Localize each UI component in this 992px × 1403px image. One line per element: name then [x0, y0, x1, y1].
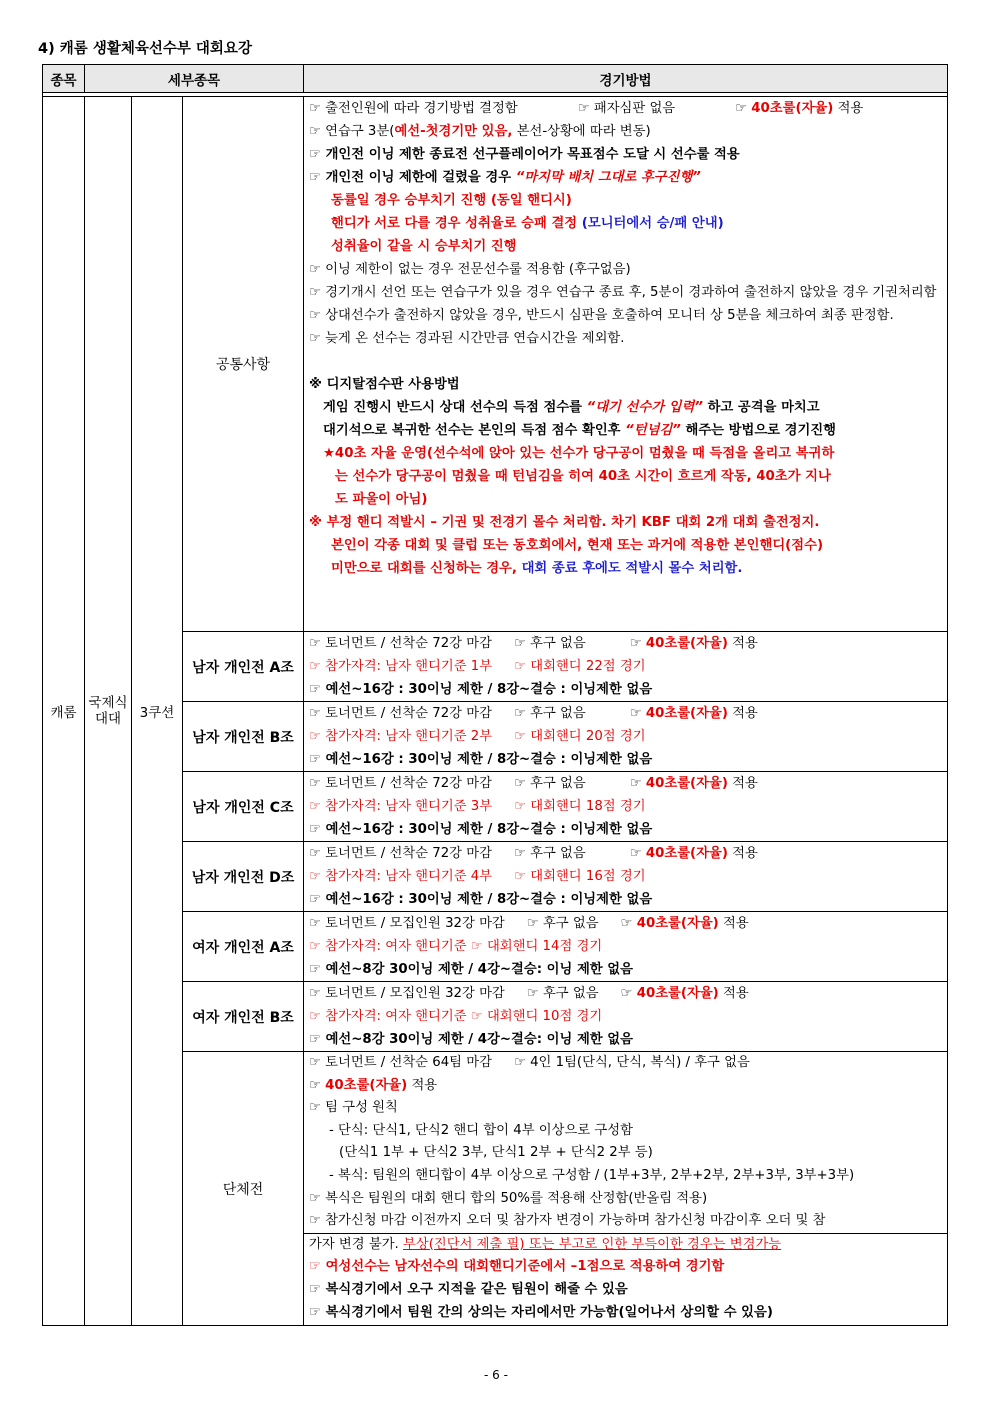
group-label: 남자 개인전 D조 — [183, 842, 304, 912]
division-cell — [85, 97, 132, 1326]
group-label: 남자 개인전 A조 — [183, 632, 304, 702]
pointing-hand-icon: ☞ — [309, 101, 321, 116]
pointing-hand-icon: ☞ — [629, 706, 642, 721]
pointing-hand-icon: ☞ — [309, 752, 321, 767]
pointing-hand-icon: ☞ — [309, 962, 321, 977]
pointing-hand-icon: ☞ — [309, 682, 321, 697]
pointing-hand-icon: ☞ — [309, 1213, 321, 1229]
pointing-hand-icon: ☞ — [309, 1032, 321, 1047]
pointing-hand-icon: ☞ — [309, 1304, 321, 1320]
pointing-hand-icon: ☞ — [309, 776, 321, 791]
division-label: 국제식 대대 — [88, 695, 128, 727]
category-cell: 캐롬 — [43, 97, 85, 1326]
pointing-hand-icon: ☞ — [309, 308, 321, 323]
common-row — [43, 97, 948, 632]
pointing-hand-icon: ☞ — [577, 101, 590, 116]
pointing-hand-icon: ☞ — [309, 1281, 321, 1297]
header-sub: 세부종목 — [85, 65, 304, 93]
pointing-hand-icon: ☞ — [629, 636, 642, 651]
group-label: 남자 개인전 B조 — [183, 702, 304, 772]
team-content: ☞ 토너먼트 / 선착순 64팀 마감 ☞ 4인 1팀(단식, 단식, 복식) / 후구 없음 ☞ 40초룰(자율) 적용 ☞ 팀 구성 원칙 - 단식: 단식1, 단식2 핸디 합이 4부 이상으로 구성함 (단식1 1부 + 단식2 3부, 단식1 2부 + 단식2 2부 등) - 복식: 팀원의 핸디합이 4부 이상으로 구성함 / (1부+3부, 2부+2부, 2부+3부, 3부+3부) ☞ 복식은 팀원의 대회 핸디 합의 50%를 적용해 산정함(반올림 적용) ☞ 참가신청 마감 이전까지 오더 및 참가자 변경이 가능하며 참가신청 마감이후 오더 및 참 가자 변경 불가. 부상(진단서 제출 필) 또는 부고로 인한 부득이한 경우는 변경가능 ☞ 여성선수는 남자선수의 대회핸디기준에서 –1점으로 적용하여 경기함 ☞ 복식경기에서 오구 지적을 같은 팀원이 해줄 수 있음 ☞ 복식경기에서 팀원 간의 상의는 자리에서만 가능함(일어나서 상의할 수 있음) — [304, 1052, 948, 1326]
pointing-hand-icon: ☞ — [620, 916, 633, 931]
pointing-hand-icon: ☞ — [309, 659, 321, 674]
pointing-hand-icon: ☞ — [620, 986, 633, 1001]
pointing-hand-icon: ☞ — [513, 636, 526, 651]
group-content: ☞ 토너먼트 / 모집인원 32강 마감 ☞ 후구 없음 ☞ 40초룰(자율) 적용 ☞ 참가자격: 여자 핸디기준 ☞ 대회핸디 14점 경기 ☞ 예선~8강 30이닝 제한 / 4강~결승: 이닝 제한 없음 — [304, 912, 948, 982]
pointing-hand-icon: ☞ — [309, 636, 321, 651]
pointing-hand-icon: ☞ — [309, 147, 321, 162]
pointing-hand-icon: ☞ — [526, 916, 539, 931]
pointing-hand-icon: ☞ — [735, 101, 748, 116]
table-header-row — [43, 65, 948, 93]
competition-table — [42, 64, 948, 1326]
pointing-hand-icon: ☞ — [309, 170, 321, 185]
pointing-hand-icon: ☞ — [514, 799, 527, 814]
pointing-hand-icon: ☞ — [513, 1055, 526, 1070]
group-label: 남자 개인전 C조 — [183, 772, 304, 842]
pointing-hand-icon: ☞ — [309, 986, 321, 1001]
pointing-hand-icon: ☞ — [309, 1055, 321, 1070]
common-content: ☞ 출전인원에 따라 경기방법 결정함 ☞ 패자심판 없음 ☞ 40초룰(자율) 적용 ☞ 연습구 3분(예선-첫경기만 있음, 본선-상황에 따라 변동) ☞ 개인전 이닝 제한 종료전 선구플레이어가 목표점수 도달 시 선수룰 적용 ☞ 개인전 이닝 제한에 걸렸을 경우 “마지막 배치 그대로 후구진행” 동률일 경우 승부치기 진행 (동일 핸디시) 핸디가 서로 다를 경우 성취율로 승패 결정 (모니터에서 승/패 안내) 성취율이 같을 시 승부치기 진행 ☞ 이닝 제한이 없는 경우 전문선수룰 적용함 (후구없음) ☞ 경기개시 선언 또는 연습구가 있을 경우 연습구 종료 후, 5분이 경과하여 출전하지 않았을 경우 기권처리함 ☞ 상대선수가 출전하지 않았을 경우, 반드시 심판을 호출하여 모니터 상 5분을 체크하여 최종 판정함. ☞ 늦게 온 선수는 경과된 시간만큼 연습시간을 제외함. ※ 디지탈점수판 사용방법 게임 진행시 반드시 상대 선수의 득점 점수를 “대기 선수가 입력” 하고 공격을 마치고 대기석으로 복귀한 선수는 본인의 득점 점수 확인후 “턴넘김” 해주는 방법으로 경기진행 ★40초 자율 운영(선수석에 앉아 있는 선수가 당구공이 멈췄을 때 득점을 올리고 복귀하 는 선수가 당구공이 멈췄을 때 턴넘김을 히여 40초 시간이 흐르게 작동, 40초가 지나 도 파울이 아님) ※ 부정 핸디 적발시 – 기권 및 전경기 몰수 처리함. 차기 KBF 대회 2개 대회 출전정지. 본인이 각종 대회 및 클럽 또는 동호회에서, 현재 또는 과거에 적용한 본인핸디(점수) 미만으로 대회를 신청하는 경우, 대회 종료 후에도 적발시 몰수 처리함. — [304, 97, 948, 632]
pointing-hand-icon: ☞ — [309, 1190, 321, 1206]
team-label: 단체전 — [183, 1052, 304, 1326]
pointing-hand-icon: ☞ — [470, 939, 483, 954]
group-label: 여자 개인전 B조 — [183, 982, 304, 1052]
group-content: ☞ 토너먼트 / 선착순 72강 마감 ☞ 후구 없음 ☞ 40초룰(자율) 적용 ☞ 참가자격: 남자 핸디기준 1부 ☞ 대회핸디 22점 경기 ☞ 예선~16강 : 30이닝 제한 / 8강~결승 : 이닝제한 없음 — [304, 632, 948, 702]
page-number: - 6 - — [484, 1368, 508, 1382]
pointing-hand-icon: ☞ — [309, 916, 321, 931]
header-method: 경기방법 — [304, 65, 948, 93]
pointing-hand-icon: ☞ — [629, 846, 642, 861]
pointing-hand-icon: ☞ — [309, 285, 321, 300]
pointing-hand-icon: ☞ — [513, 846, 526, 861]
pointing-hand-icon: ☞ — [309, 892, 321, 907]
pointing-hand-icon: ☞ — [309, 124, 321, 139]
common-label: 공통사항 — [183, 97, 304, 632]
pointing-hand-icon: ☞ — [309, 1259, 321, 1275]
pointing-hand-icon: ☞ — [309, 799, 321, 814]
pointing-hand-icon: ☞ — [309, 846, 321, 861]
pointing-hand-icon: ☞ — [309, 1100, 321, 1116]
group-content: ☞ 토너먼트 / 모집인원 32강 마감 ☞ 후구 없음 ☞ 40초룰(자율) 적용 ☞ 참가자격: 여자 핸디기준 ☞ 대회핸디 10점 경기 ☞ 예선~8강 30이닝 제한 / 4강~결승: 이닝 제한 없음 — [304, 982, 948, 1052]
pointing-hand-icon: ☞ — [514, 659, 527, 674]
pointing-hand-icon: ☞ — [513, 776, 526, 791]
header-category: 종목 — [43, 65, 85, 93]
pointing-hand-icon: ☞ — [309, 869, 321, 884]
pointing-hand-icon: ☞ — [309, 1009, 321, 1024]
pointing-hand-icon: ☞ — [309, 822, 321, 837]
pointing-hand-icon: ☞ — [309, 1077, 321, 1093]
pointing-hand-icon: ☞ — [526, 986, 539, 1001]
digital-board-title: ※ 디지탈점수판 사용방법 — [309, 377, 460, 392]
pointing-hand-icon: ☞ — [513, 706, 526, 721]
group-content: ☞ 토너먼트 / 선착순 72강 마감 ☞ 후구 없음 ☞ 40초룰(자율) 적용 ☞ 참가자격: 남자 핸디기준 3부 ☞ 대회핸디 18점 경기 ☞ 예선~16강 : 30이닝 제한 / 8강~결승 : 이닝제한 없음 — [304, 772, 948, 842]
pointing-hand-icon: ☞ — [309, 262, 321, 277]
group-label: 여자 개인전 A조 — [183, 912, 304, 982]
pointing-hand-icon: ☞ — [309, 729, 321, 744]
pointing-hand-icon: ☞ — [514, 729, 527, 744]
group-content: ☞ 토너먼트 / 선착순 72강 마감 ☞ 후구 없음 ☞ 40초룰(자율) 적용 ☞ 참가자격: 남자 핸디기준 4부 ☞ 대회핸디 16점 경기 ☞ 예선~16강 : 30이닝 제한 / 8강~결승 : 이닝제한 없음 — [304, 842, 948, 912]
pointing-hand-icon: ☞ — [514, 869, 527, 884]
pointing-hand-icon: ☞ — [309, 939, 321, 954]
group-content: ☞ 토너먼트 / 선착순 72강 마감 ☞ 후구 없음 ☞ 40초룰(자율) 적용 ☞ 참가자격: 남자 핸디기준 2부 ☞ 대회핸디 20점 경기 ☞ 예선~16강 : 30이닝 제한 / 8강~결승 : 이닝제한 없음 — [304, 702, 948, 772]
section-heading: 4) 캐롬 생활체육선수부 대회요강 — [38, 41, 252, 57]
pointing-hand-icon: ☞ — [309, 706, 321, 721]
pointing-hand-icon: ☞ — [470, 1009, 483, 1024]
table-type-cell: 3쿠션 — [132, 97, 183, 1326]
pointing-hand-icon: ☞ — [309, 331, 321, 346]
pointing-hand-icon: ☞ — [629, 776, 642, 791]
